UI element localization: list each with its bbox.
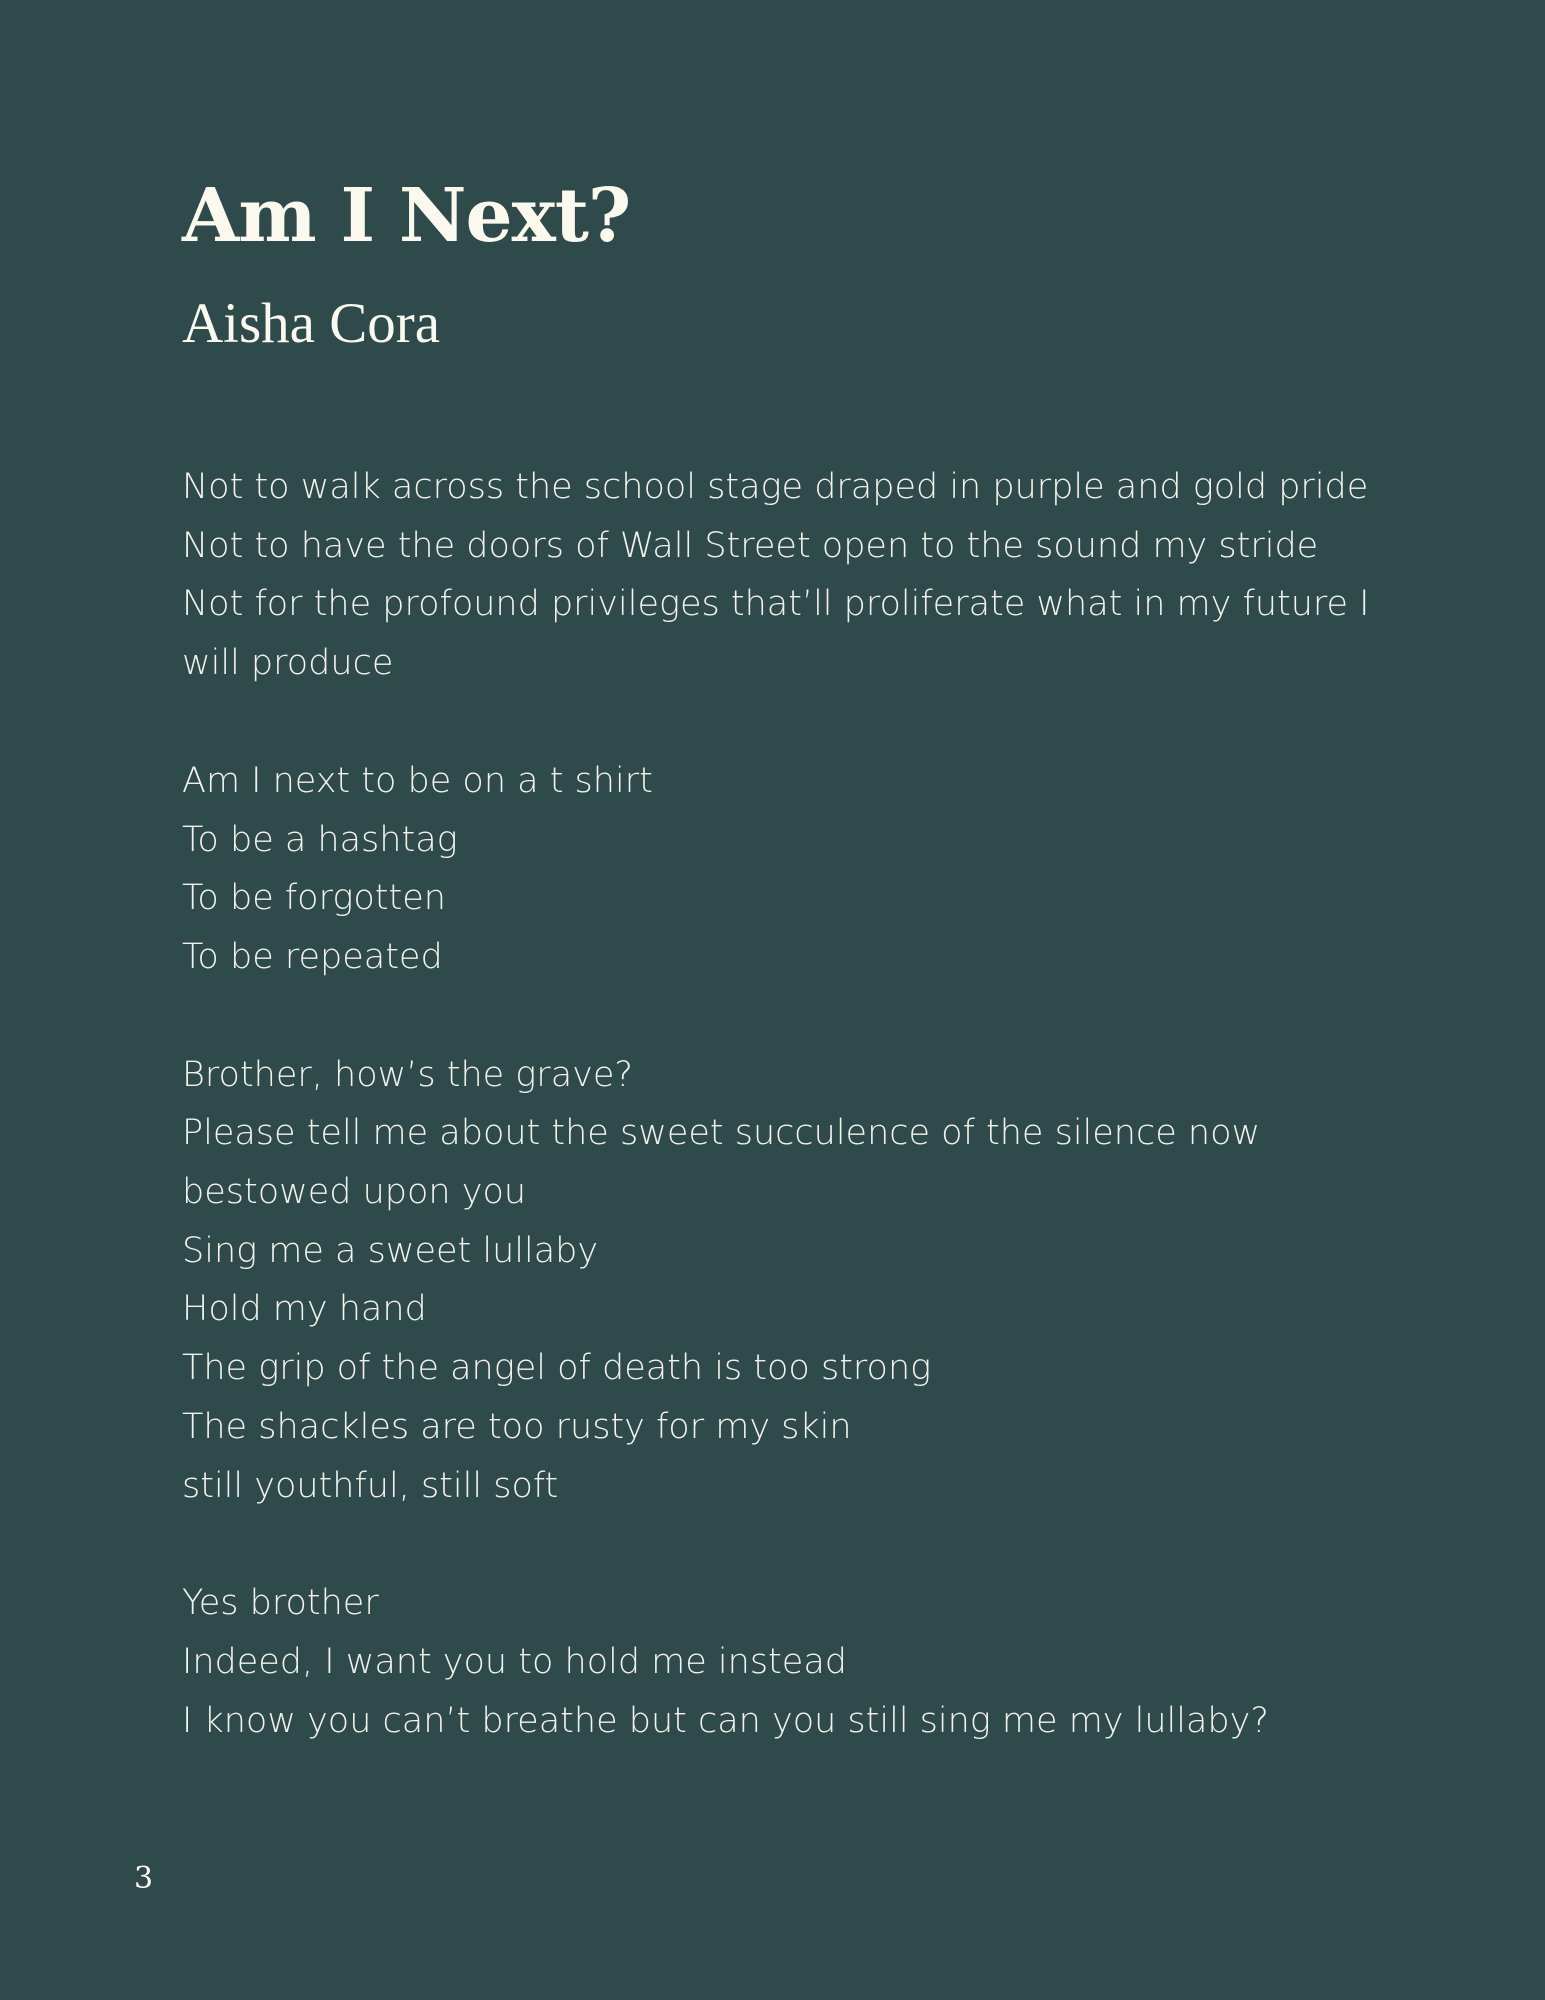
poem-line: To be repeated xyxy=(182,936,443,977)
poem-body xyxy=(182,458,1412,1750)
poem-line: The grip of the angel of death is too strong xyxy=(182,1348,932,1389)
poem-line: Please tell me about the sweet succulence of the silence now xyxy=(182,1113,1261,1154)
poem-title: Am I Next? xyxy=(182,173,631,259)
stanza-2 xyxy=(182,752,1412,987)
poem-line: still youthful, still soft xyxy=(182,1465,559,1506)
poem-line: Hold my hand xyxy=(182,1289,427,1330)
poem-line: Not to have the doors of Wall Street open to the sound my stride xyxy=(182,525,1319,566)
poem-line: Not for the profound privileges that’ll proliferate what in my future I xyxy=(182,584,1370,625)
poem-line: I know you can’t breathe but can you still sing me my lullaby? xyxy=(182,1700,1269,1741)
page-number: 3 xyxy=(134,1861,154,1896)
poem-line: bestowed upon you xyxy=(182,1172,527,1213)
poem-line: Brother, how’s the grave? xyxy=(182,1054,633,1095)
poem-author: Aisha Cora xyxy=(182,292,441,355)
poem-line: Sing me a sweet lullaby xyxy=(182,1230,599,1271)
stanza-4 xyxy=(182,1574,1412,1750)
poem-line: will produce xyxy=(182,643,394,684)
poem-line: Indeed, I want you to hold me instead xyxy=(182,1641,847,1682)
stanza-1 xyxy=(182,458,1412,693)
stanza-3 xyxy=(182,1046,1412,1516)
poem-line: To be a hashtag xyxy=(182,819,458,860)
poem-line: The shackles are too rusty for my skin xyxy=(182,1406,852,1447)
poem-line: Yes brother xyxy=(182,1583,379,1624)
poem-line: To be forgotten xyxy=(182,878,446,919)
poem-line: Not to walk across the school stage draped in purple and gold pride xyxy=(182,467,1369,507)
poem-line: Am I next to be on a t shirt xyxy=(182,760,653,801)
